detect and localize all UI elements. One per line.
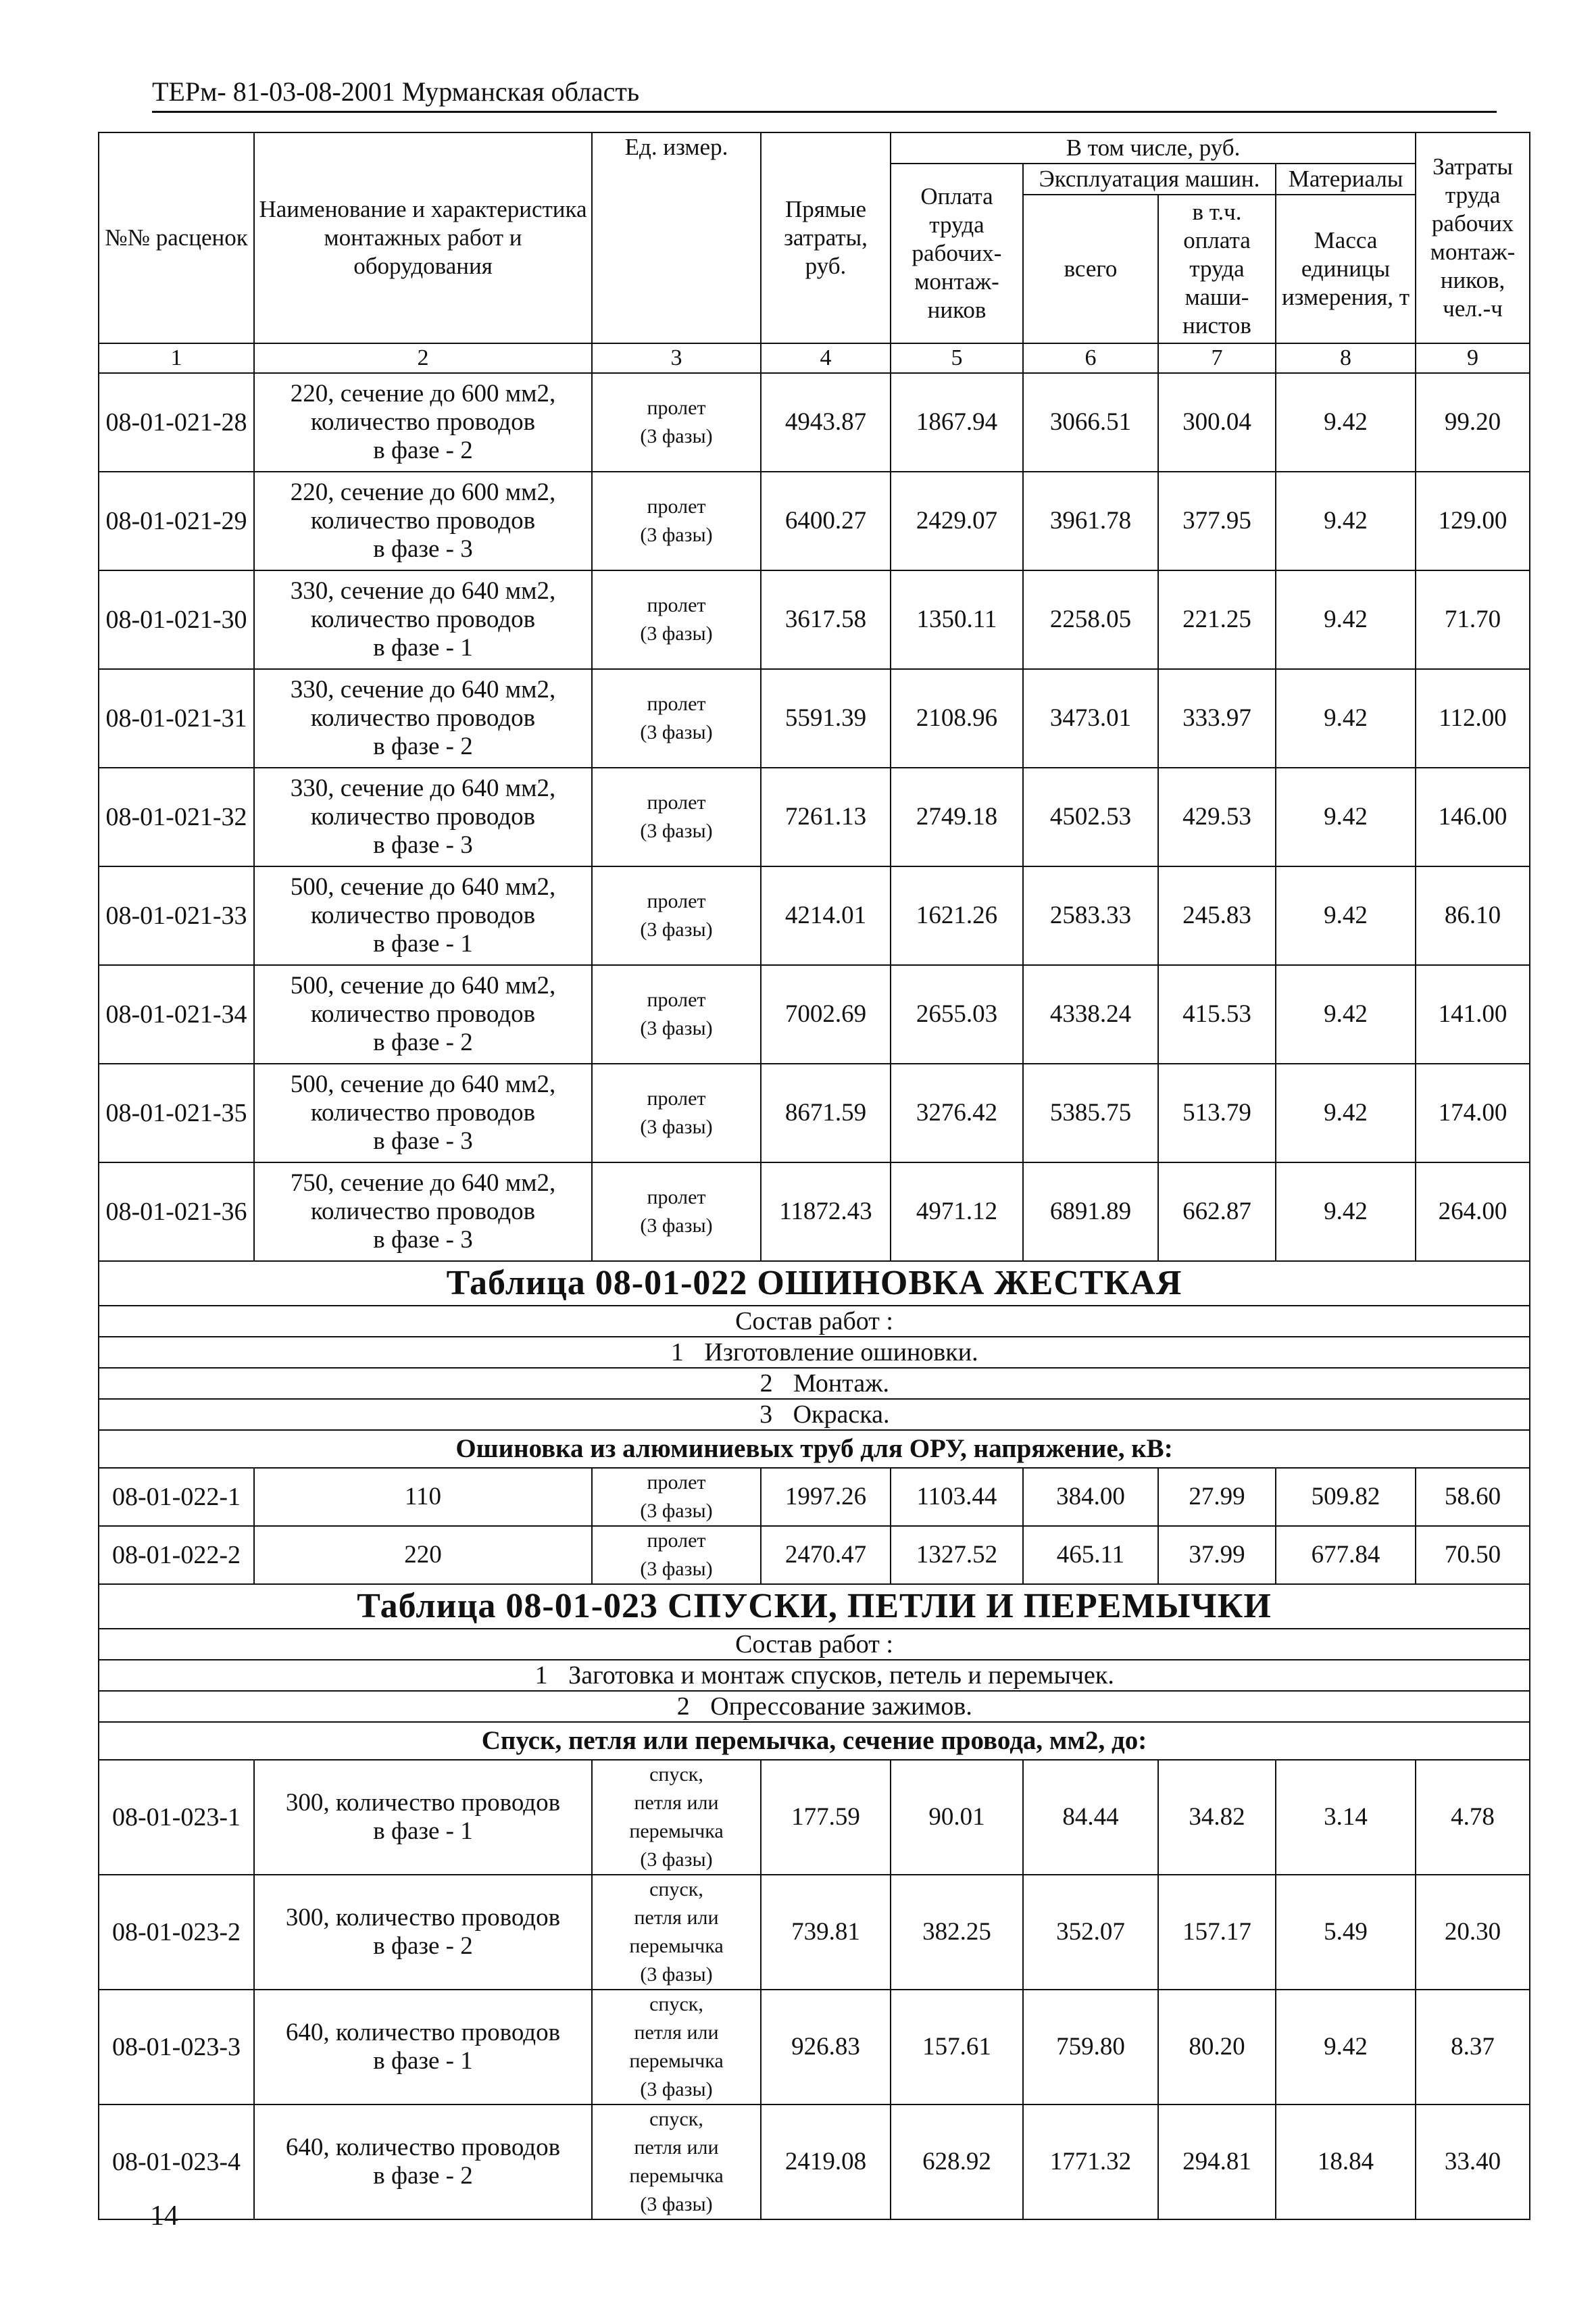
- labor-hours: 20.30: [1416, 1875, 1530, 1990]
- labor-hours: 8.37: [1416, 1990, 1530, 2104]
- table-022-composition-title: Состав работ :: [99, 1306, 1530, 1337]
- unit-line: спуск,: [649, 1993, 703, 2015]
- work-name-line: 110: [404, 1483, 442, 1510]
- col-number: 7: [1158, 343, 1276, 373]
- labor-pay: 1621.26: [891, 866, 1023, 965]
- unit-mass: 9.42: [1276, 1990, 1416, 2104]
- machines-total: 6891.89: [1023, 1162, 1158, 1261]
- machines-operators: 157.17: [1158, 1875, 1276, 1990]
- labor-pay: 2655.03: [891, 965, 1023, 1064]
- unit-mass: 9.42: [1276, 965, 1416, 1064]
- work-name-line: количество проводов: [310, 803, 536, 831]
- table-row: [99, 1990, 1530, 2104]
- unit: [592, 570, 761, 669]
- unit-line: пролет: [647, 1087, 706, 1110]
- machines-total: 2258.05: [1023, 570, 1158, 669]
- table-row: [99, 1064, 1530, 1162]
- unit-mass: 18.84: [1276, 2104, 1416, 2219]
- table-row: [99, 1760, 1530, 1875]
- rate-code: 08-01-022-2: [99, 1526, 254, 1584]
- unit-line: (3 фазы): [640, 1963, 713, 1986]
- direct-cost: 1997.26: [761, 1468, 891, 1526]
- table-row: [99, 866, 1530, 965]
- table-row: [99, 1162, 1530, 1261]
- unit-line: спуск,: [649, 1878, 703, 1900]
- unit-line: пролет: [647, 1186, 706, 1208]
- direct-cost: 739.81: [761, 1875, 891, 1990]
- unit: [592, 1875, 761, 1990]
- labor-hours: 33.40: [1416, 2104, 1530, 2219]
- table-022-title: Таблица 08-01-022 ОШИНОВКА ЖЕСТКАЯ: [99, 1261, 1530, 1306]
- work-name-line: 500, сечение до 640 мм2,: [290, 873, 556, 901]
- labor-pay: 2108.96: [891, 669, 1023, 768]
- work-name-line: 300, количество проводов: [285, 1904, 561, 1931]
- page-number: 14: [150, 2200, 178, 2232]
- work-name-line: количество проводов: [310, 704, 536, 732]
- machines-operators: 377.95: [1158, 472, 1276, 570]
- unit-line: пролет: [647, 1471, 706, 1494]
- labor-hours: 58.60: [1416, 1468, 1530, 1526]
- rate-code: 08-01-021-33: [99, 866, 254, 965]
- work-name-line: в фазе - 3: [373, 535, 473, 563]
- machines-total: 5385.75: [1023, 1064, 1158, 1162]
- rate-code: 08-01-021-29: [99, 472, 254, 570]
- direct-cost: 2419.08: [761, 2104, 891, 2219]
- work-name-line: в фазе - 1: [373, 634, 473, 662]
- table-023-body: [99, 1760, 1530, 2219]
- work-name: [254, 570, 592, 669]
- machines-total: 465.11: [1023, 1526, 1158, 1584]
- unit-mass: 677.84: [1276, 1526, 1416, 1584]
- rate-code: 08-01-021-32: [99, 768, 254, 866]
- col-header-labor-hours: Затраты труда рабочих монтаж-ников, чел.-ч: [1416, 132, 1530, 343]
- work-name-line: 500, сечение до 640 мм2,: [290, 1070, 556, 1098]
- table-row: [99, 965, 1530, 1064]
- work-name-line: в фазе - 3: [373, 1226, 473, 1254]
- machines-total: 352.07: [1023, 1875, 1158, 1990]
- unit-mass: 9.42: [1276, 1064, 1416, 1162]
- work-name-line: в фазе - 1: [373, 930, 473, 958]
- rate-code: 08-01-023-2: [99, 1875, 254, 1990]
- work-name-line: в фазе - 2: [373, 1029, 473, 1056]
- labor-hours: 86.10: [1416, 866, 1530, 965]
- labor-pay: 628.92: [891, 2104, 1023, 2219]
- unit-mass: 9.42: [1276, 669, 1416, 768]
- work-name: [254, 2104, 592, 2219]
- unit: [592, 1526, 761, 1584]
- work-name-line: в фазе - 2: [373, 733, 473, 760]
- machines-operators: 333.97: [1158, 669, 1276, 768]
- machines-operators: 415.53: [1158, 965, 1276, 1064]
- labor-pay: 4971.12: [891, 1162, 1023, 1261]
- unit-line: пролет: [647, 693, 706, 715]
- rate-code: 08-01-023-3: [99, 1990, 254, 2104]
- labor-hours: 264.00: [1416, 1162, 1530, 1261]
- unit-line: (3 фазы): [640, 524, 713, 546]
- work-name-line: в фазе - 1: [373, 1817, 473, 1845]
- work-name-line: в фазе - 3: [373, 831, 473, 859]
- work-name-line: 330, сечение до 640 мм2,: [290, 577, 556, 605]
- composition-item: 2 Опрессование зажимов.: [99, 1691, 1530, 1722]
- column-number-row: [99, 343, 1530, 373]
- direct-cost: 4214.01: [761, 866, 891, 965]
- table-row: [99, 1468, 1530, 1526]
- document-header: ТЕРм- 81-03-08-2001 Мурманская область: [152, 76, 1497, 113]
- labor-hours: 70.50: [1416, 1526, 1530, 1584]
- unit: [592, 1162, 761, 1261]
- rate-code: 08-01-021-30: [99, 570, 254, 669]
- labor-hours: 141.00: [1416, 965, 1530, 1064]
- unit: [592, 373, 761, 472]
- labor-pay: 2749.18: [891, 768, 1023, 866]
- work-name-line: количество проводов: [310, 1198, 536, 1225]
- table-023-heading: [99, 1584, 1530, 1760]
- work-name: [254, 1526, 592, 1584]
- unit-mass: 5.49: [1276, 1875, 1416, 1990]
- header-row-1: [99, 132, 1530, 164]
- unit-line: перемычка: [629, 2165, 724, 2187]
- unit-line: петля или: [634, 2136, 719, 2159]
- work-name-line: 330, сечение до 640 мм2,: [290, 774, 556, 802]
- unit: [592, 1064, 761, 1162]
- machines-operators: 80.20: [1158, 1990, 1276, 2104]
- direct-cost: 8671.59: [761, 1064, 891, 1162]
- unit-line: пролет: [647, 1529, 706, 1552]
- unit: [592, 1760, 761, 1875]
- work-name-line: в фазе - 2: [373, 1932, 473, 1960]
- work-name: [254, 669, 592, 768]
- table-022-heading: [99, 1261, 1530, 1468]
- unit-line: (3 фазы): [640, 1017, 713, 1039]
- unit-line: пролет: [647, 890, 706, 912]
- table-row: [99, 669, 1530, 768]
- unit: [592, 1990, 761, 2104]
- col-header-code: №№ расценок: [99, 132, 254, 343]
- machines-operators: 429.53: [1158, 768, 1276, 866]
- composition-item: 1 Изготовление ошиновки.: [99, 1337, 1530, 1368]
- direct-cost: 7002.69: [761, 965, 891, 1064]
- unit: [592, 669, 761, 768]
- table-row: [99, 570, 1530, 669]
- direct-cost: 3617.58: [761, 570, 891, 669]
- labor-pay: 1867.94: [891, 373, 1023, 472]
- unit: [592, 1468, 761, 1526]
- work-name: [254, 768, 592, 866]
- work-name-line: 300, количество проводов: [285, 1789, 561, 1817]
- rate-code: 08-01-021-36: [99, 1162, 254, 1261]
- table-row: [99, 768, 1530, 866]
- machines-total: 384.00: [1023, 1468, 1158, 1526]
- labor-hours: 129.00: [1416, 472, 1530, 570]
- work-name: [254, 1875, 592, 1990]
- col-header-mass: Масса единицы измерения, т: [1276, 195, 1416, 343]
- col-header-unit: Ед. измер.: [592, 132, 761, 343]
- unit-line: (3 фазы): [640, 425, 713, 447]
- work-name-line: 220, сечение до 600 мм2,: [290, 380, 556, 408]
- unit-mass: 9.42: [1276, 373, 1416, 472]
- work-name-line: в фазе - 2: [373, 437, 473, 464]
- unit-line: пролет: [647, 495, 706, 518]
- col-number: 4: [761, 343, 891, 373]
- unit-line: петля или: [634, 1792, 719, 1814]
- unit-line: (3 фазы): [640, 2193, 713, 2215]
- col-header-labor-pay: Оплата труда рабочих-монтаж-ников: [891, 164, 1023, 343]
- work-name: [254, 1468, 592, 1526]
- unit-line: спуск,: [649, 2108, 703, 2130]
- table-021-body: [99, 373, 1530, 1261]
- work-name-line: количество проводов: [310, 507, 536, 535]
- col-number: 9: [1416, 343, 1530, 373]
- unit-line: перемычка: [629, 1820, 724, 1842]
- unit: [592, 965, 761, 1064]
- col-number: 5: [891, 343, 1023, 373]
- unit-mass: 9.42: [1276, 1162, 1416, 1261]
- unit-line: спуск,: [649, 1763, 703, 1786]
- unit-line: пролет: [647, 594, 706, 616]
- direct-cost: 5591.39: [761, 669, 891, 768]
- table-023-subheading: Спуск, петля или перемычка, сечение провода, мм2, до:: [99, 1722, 1530, 1760]
- work-name-line: в фазе - 3: [373, 1127, 473, 1155]
- labor-pay: 1103.44: [891, 1468, 1023, 1526]
- work-name-line: в фазе - 1: [373, 2047, 473, 2075]
- rates-table: [98, 132, 1530, 2220]
- col-header-name: Наименование и характеристика монтажных работ и оборудования: [254, 132, 592, 343]
- unit-line: (3 фазы): [640, 1116, 713, 1138]
- col-number: 8: [1276, 343, 1416, 373]
- unit-mass: 3.14: [1276, 1760, 1416, 1875]
- work-name-line: 220, сечение до 600 мм2,: [290, 478, 556, 506]
- unit-line: (3 фазы): [640, 622, 713, 645]
- col-header-direct: Прямые затраты, руб.: [761, 132, 891, 343]
- work-name-line: 330, сечение до 640 мм2,: [290, 676, 556, 704]
- machines-total: 3066.51: [1023, 373, 1158, 472]
- labor-hours: 71.70: [1416, 570, 1530, 669]
- composition-item: 3 Окраска.: [99, 1399, 1530, 1430]
- rate-code: 08-01-021-34: [99, 965, 254, 1064]
- machines-total: 3961.78: [1023, 472, 1158, 570]
- unit-mass: 509.82: [1276, 1468, 1416, 1526]
- machines-total: 2583.33: [1023, 866, 1158, 965]
- machines-operators: 245.83: [1158, 866, 1276, 965]
- work-name-line: количество проводов: [310, 606, 536, 633]
- table-row: [99, 472, 1530, 570]
- rate-code: 08-01-022-1: [99, 1468, 254, 1526]
- unit: [592, 2104, 761, 2219]
- machines-operators: 221.25: [1158, 570, 1276, 669]
- col-header-machines-total: всего: [1023, 195, 1158, 343]
- labor-hours: 146.00: [1416, 768, 1530, 866]
- table-022-body: [99, 1468, 1530, 1584]
- direct-cost: 177.59: [761, 1760, 891, 1875]
- machines-total: 3473.01: [1023, 669, 1158, 768]
- unit-line: (3 фазы): [640, 1500, 713, 1522]
- work-name: [254, 373, 592, 472]
- work-name: [254, 866, 592, 965]
- direct-cost: 2470.47: [761, 1526, 891, 1584]
- unit-line: (3 фазы): [640, 1214, 713, 1237]
- rate-code: 08-01-023-4: [99, 2104, 254, 2219]
- unit-line: (3 фазы): [640, 918, 713, 941]
- machines-total: 4502.53: [1023, 768, 1158, 866]
- machines-total: 759.80: [1023, 1990, 1158, 2104]
- rate-code: 08-01-021-31: [99, 669, 254, 768]
- table-023-composition-title: Состав работ :: [99, 1629, 1530, 1660]
- table-row: [99, 1875, 1530, 1990]
- unit-line: (3 фазы): [640, 721, 713, 743]
- labor-pay: 3276.42: [891, 1064, 1023, 1162]
- work-name: [254, 1760, 592, 1875]
- unit-line: (3 фазы): [640, 1848, 713, 1871]
- labor-hours: 112.00: [1416, 669, 1530, 768]
- labor-pay: 157.61: [891, 1990, 1023, 2104]
- unit-line: (3 фазы): [640, 820, 713, 842]
- work-name-line: 640, количество проводов: [285, 2134, 561, 2161]
- unit: [592, 768, 761, 866]
- composition-item: 2 Монтаж.: [99, 1368, 1530, 1399]
- work-name-line: количество проводов: [310, 1099, 536, 1127]
- composition-item: 1 Заготовка и монтаж спусков, петель и перемычек.: [99, 1660, 1530, 1691]
- machines-operators: 294.81: [1158, 2104, 1276, 2219]
- work-name-line: количество проводов: [310, 1000, 536, 1028]
- table-023-title: Таблица 08-01-023 СПУСКИ, ПЕТЛИ И ПЕРЕМЫЧКИ: [99, 1584, 1530, 1629]
- unit-line: пролет: [647, 989, 706, 1011]
- labor-pay: 1350.11: [891, 570, 1023, 669]
- rate-code: 08-01-021-35: [99, 1064, 254, 1162]
- col-header-materials: Материалы: [1276, 164, 1416, 195]
- unit-line: (3 фазы): [640, 1558, 713, 1580]
- unit-line: перемычка: [629, 1935, 724, 1957]
- labor-pay: 2429.07: [891, 472, 1023, 570]
- work-name: [254, 1990, 592, 2104]
- unit-line: петля или: [634, 2021, 719, 2044]
- unit-line: пролет: [647, 397, 706, 419]
- rate-code: 08-01-023-1: [99, 1760, 254, 1875]
- col-number: 6: [1023, 343, 1158, 373]
- unit-line: петля или: [634, 1906, 719, 1929]
- work-name-line: количество проводов: [310, 902, 536, 929]
- unit-mass: 9.42: [1276, 472, 1416, 570]
- machines-total: 1771.32: [1023, 2104, 1158, 2219]
- labor-hours: 4.78: [1416, 1760, 1530, 1875]
- direct-cost: 4943.87: [761, 373, 891, 472]
- unit: [592, 472, 761, 570]
- col-header-incl: В том числе, руб.: [891, 132, 1416, 164]
- unit-line: пролет: [647, 791, 706, 814]
- table-row: [99, 2104, 1530, 2219]
- unit-mass: 9.42: [1276, 866, 1416, 965]
- work-name-line: 750, сечение до 640 мм2,: [290, 1169, 556, 1197]
- unit-line: перемычка: [629, 2050, 724, 2072]
- machines-operators: 27.99: [1158, 1468, 1276, 1526]
- rate-code: 08-01-021-28: [99, 373, 254, 472]
- work-name: [254, 1162, 592, 1261]
- labor-pay: 1327.52: [891, 1526, 1023, 1584]
- labor-hours: 99.20: [1416, 373, 1530, 472]
- work-name: [254, 472, 592, 570]
- machines-operators: 37.99: [1158, 1526, 1276, 1584]
- col-header-machines: Эксплуатация машин.: [1023, 164, 1276, 195]
- unit-mass: 9.42: [1276, 570, 1416, 669]
- labor-pay: 90.01: [891, 1760, 1023, 1875]
- unit: [592, 866, 761, 965]
- work-name-line: количество проводов: [310, 408, 536, 436]
- work-name-line: 500, сечение до 640 мм2,: [290, 972, 556, 1000]
- work-name-line: 220: [404, 1541, 442, 1569]
- unit-line: (3 фазы): [640, 2078, 713, 2100]
- unit-mass: 9.42: [1276, 768, 1416, 866]
- col-number: 1: [99, 343, 254, 373]
- direct-cost: 926.83: [761, 1990, 891, 2104]
- labor-pay: 382.25: [891, 1875, 1023, 1990]
- machines-operators: 300.04: [1158, 373, 1276, 472]
- direct-cost: 11872.43: [761, 1162, 891, 1261]
- col-number: 3: [592, 343, 761, 373]
- machines-total: 84.44: [1023, 1760, 1158, 1875]
- machines-operators: 34.82: [1158, 1760, 1276, 1875]
- table-row: [99, 1526, 1530, 1584]
- table-row: [99, 373, 1530, 472]
- labor-hours: 174.00: [1416, 1064, 1530, 1162]
- direct-cost: 6400.27: [761, 472, 891, 570]
- direct-cost: 7261.13: [761, 768, 891, 866]
- work-name: [254, 965, 592, 1064]
- work-name-line: 640, количество проводов: [285, 2019, 561, 2046]
- table-022-subheading: Ошиновка из алюминиевых труб для ОРУ, напряжение, кВ:: [99, 1430, 1530, 1468]
- machines-total: 4338.24: [1023, 965, 1158, 1064]
- col-number: 2: [254, 343, 592, 373]
- machines-operators: 662.87: [1158, 1162, 1276, 1261]
- work-name-line: в фазе - 2: [373, 2162, 473, 2190]
- col-header-machines-operators: в т.ч. оплата труда маши-нистов: [1158, 195, 1276, 343]
- work-name: [254, 1064, 592, 1162]
- machines-operators: 513.79: [1158, 1064, 1276, 1162]
